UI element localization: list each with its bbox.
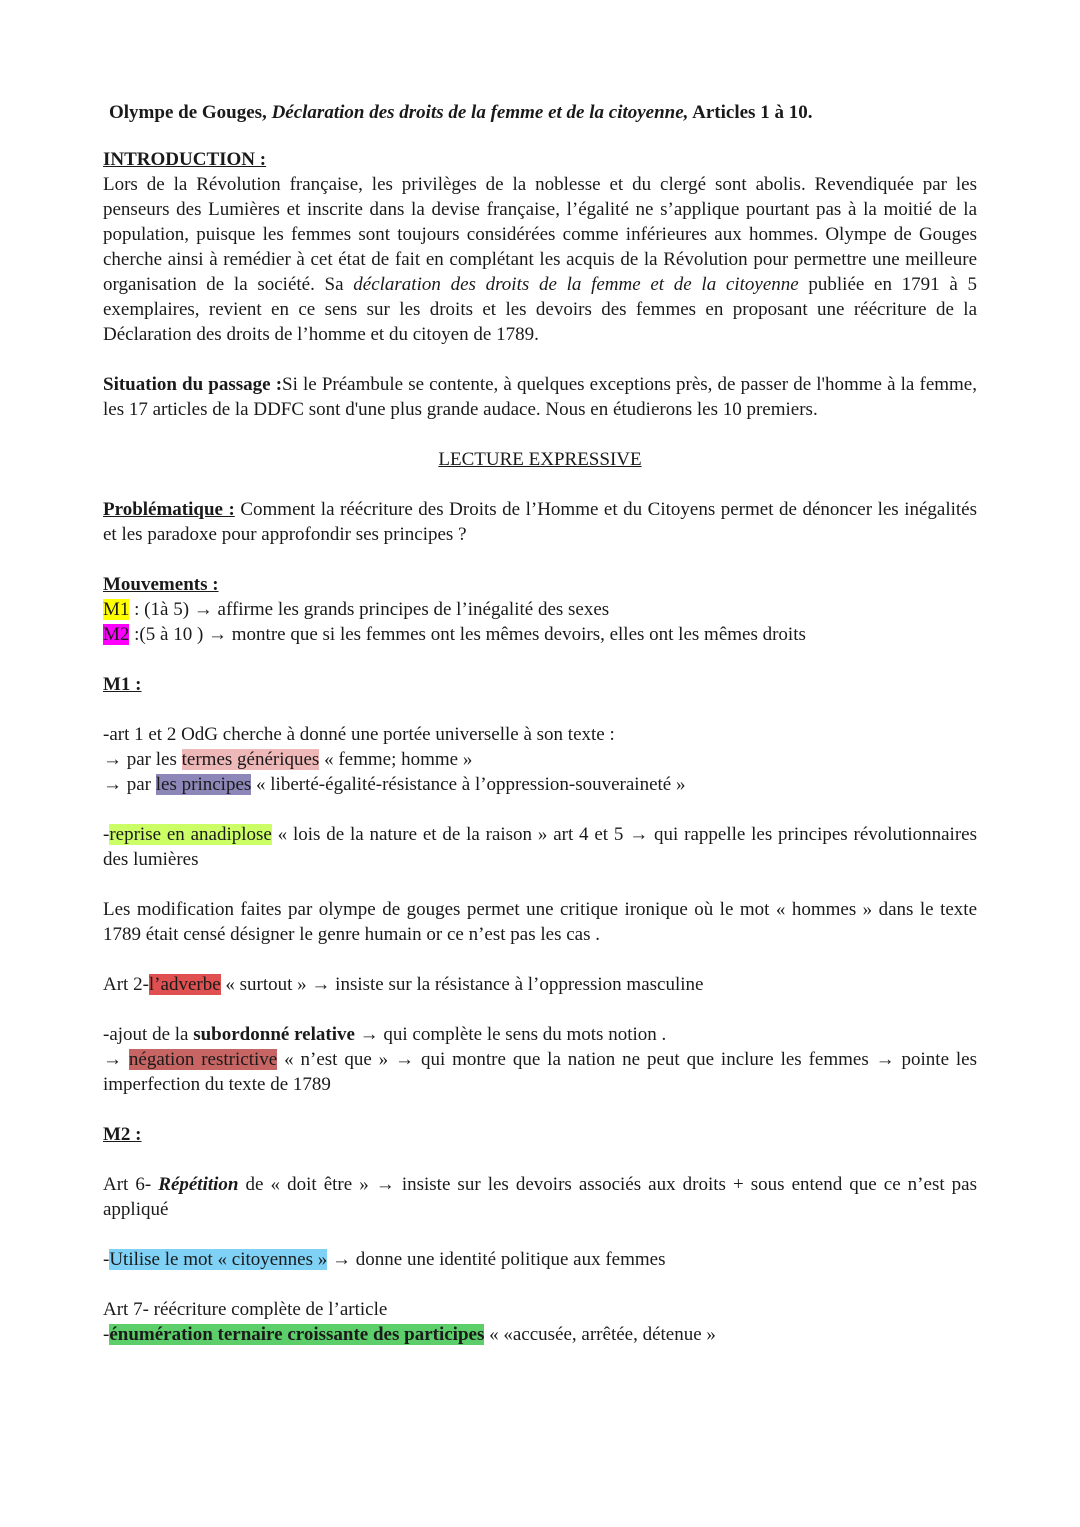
ajout-prefix: -ajout de la: [103, 1024, 194, 1045]
negation-paragraph: [103, 1047, 977, 1097]
document-title: [109, 100, 977, 125]
lecture-heading-text: LECTURE EXPRESSIVE: [438, 449, 642, 470]
highlight-les-principes: les principes: [155, 774, 252, 795]
bullet-2-prefix: → par: [103, 774, 156, 795]
bullet-2-quote: « liberté-égalité-résistance à l’oppression-souveraineté »: [251, 774, 686, 795]
m1-art12-line: -art 1 et 2 OdG cherche à donné une portée universelle à son texte :: [103, 724, 615, 745]
art6-text: de « doit être » → insiste sur les devoirs associés aux droits + sous entend que ce n’est pas appliqué: [103, 1174, 977, 1220]
negation-text: « n’est que » → qui montre que la nation ne peut que inclure les femmes → pointe les imperfection du texte de 1789: [103, 1049, 978, 1095]
m2-tag: M2: [103, 624, 130, 645]
title-articles: Articles 1 à 10.: [692, 102, 813, 123]
m1-bullet-1: [103, 747, 977, 772]
problematique-label: Problématique :: [103, 499, 235, 520]
bullet-1-quote: « femme; homme »: [319, 749, 473, 770]
title-work: Déclaration des droits de la femme et de la citoyenne,: [271, 102, 689, 123]
ajout-text: → qui complète le sens du mots notion .: [354, 1024, 667, 1045]
highlight-adverbe: l’adverbe: [148, 974, 221, 995]
mouvements-label: Mouvements :: [103, 574, 219, 595]
problematique-paragraph: [103, 497, 977, 547]
m1-modification-paragraph: Les modification faites par olympe de gouges permet une critique ironique où le mot « hommes » dans le texte 1789 était censé désigner le genre humain or ce n’est pas les cas .: [103, 899, 977, 945]
m1-heading: M1 :: [103, 674, 142, 695]
highlight-termes-generiques: termes génériques: [181, 749, 320, 770]
m2-heading: M2 :: [103, 1124, 142, 1145]
art2-prefix: Art 2-: [103, 974, 149, 995]
intro-heading: INTRODUCTION :: [103, 149, 267, 170]
m2-citoyennes-line: [103, 1247, 977, 1272]
situation-text: Si le Préambule se contente, à quelques exceptions près, de passer de l'homme à la femme, les 17 articles de la DDFC sont d'une plus grande audace. Nous en étudierons les 10 premiers.: [103, 374, 977, 420]
mouvements-section: [103, 572, 977, 647]
lecture-heading: [103, 447, 977, 472]
art6-prefix: Art 6-: [103, 1174, 159, 1195]
m1-reprise-paragraph: [103, 822, 977, 872]
situation-paragraph: [103, 372, 977, 422]
m1-art2-line: [103, 972, 977, 997]
document-page: [103, 100, 977, 1347]
intro-paragraph: [103, 172, 977, 347]
mouvement-m1: [103, 597, 977, 622]
m1-bullet-2: [103, 772, 977, 797]
reprise-text: « lois de la nature et de la raison » art 4 et 5 → qui rappelle les principes révolutionnaires des lumières: [103, 824, 977, 870]
mouvement-m2: [103, 622, 977, 647]
ajout-bold-term: subordonné relative: [193, 1024, 355, 1045]
bullet-1-prefix: → par les: [103, 749, 182, 770]
ajout-line: [103, 1022, 977, 1047]
m1-desc: : (1à 5) → affirme les grands principes de l’inégalité des sexes: [129, 599, 610, 620]
enum-dash: -: [103, 1324, 110, 1345]
art2-text: « surtout » → insiste sur la résistance à l’oppression masculine: [220, 974, 704, 995]
m2-desc: :(5 à 10 ) → montre que si les femmes ont les mêmes devoirs, elles ont les mêmes droits: [129, 624, 806, 645]
m2-art7-block: [103, 1297, 977, 1347]
highlight-enumeration-ternaire: énumération ternaire croissante des participes: [109, 1324, 485, 1345]
citoyennes-dash: -: [103, 1249, 110, 1270]
highlight-reprise-anadiplose: reprise en anadiplose: [109, 824, 272, 845]
m1-ajout-block: [103, 1022, 977, 1097]
intro-text-2: publiée en 1791 à 5 exemplaires, revient en ce sens sur les droits et les devoirs des femmes en proposant une réécriture de la Déclaration des droits de l’homme et du citoyen de 1789.: [103, 274, 978, 345]
art6-bold-term: Répétition: [158, 1174, 239, 1195]
title-author: Olympe de Gouges,: [109, 102, 267, 123]
m1-tag: M1: [103, 599, 130, 620]
intro-text-1: Lors de la Révolution française, les privilèges de la noblesse et du clergé sont abolis. Revendiquée par les penseurs des Lumières et inscrite dans la devise française, l’égalité ne s’applique pourtant pas à la moitié de la population, puisque les femmes sont toujours considérées comme inférieures aux hommes. Olympe de Gouges cherche ainsi à remédier à cet état de fait en complétant les acquis de la Révolution pour permettre une meilleure organisation de la société. Sa: [103, 174, 977, 295]
art7-line: Art 7- réécriture complète de l’article: [103, 1299, 388, 1320]
highlight-citoyennes: Utilise le mot « citoyennes »: [109, 1249, 328, 1270]
situation-label: Situation du passage :: [103, 374, 283, 395]
intro-text-italic: déclaration des droits de la femme et de la citoyenne: [353, 274, 799, 295]
reprise-dash: -: [103, 824, 110, 845]
citoyennes-text: → donne une identité politique aux femmes: [327, 1249, 666, 1270]
m2-art6-paragraph: [103, 1172, 977, 1222]
enumeration-line: [103, 1322, 977, 1347]
enum-text: « «accusée, arrêtée, détenue »: [484, 1324, 716, 1345]
problematique-text: Comment la réécriture des Droits de l’Homme et du Citoyens permet de dénoncer les inégalités et les paradoxe pour approfondir ses principes ?: [103, 499, 978, 545]
highlight-negation-restrictive: négation restrictive: [128, 1049, 278, 1070]
negation-prefix: →: [103, 1049, 129, 1070]
m1-art12-block: [103, 722, 977, 797]
